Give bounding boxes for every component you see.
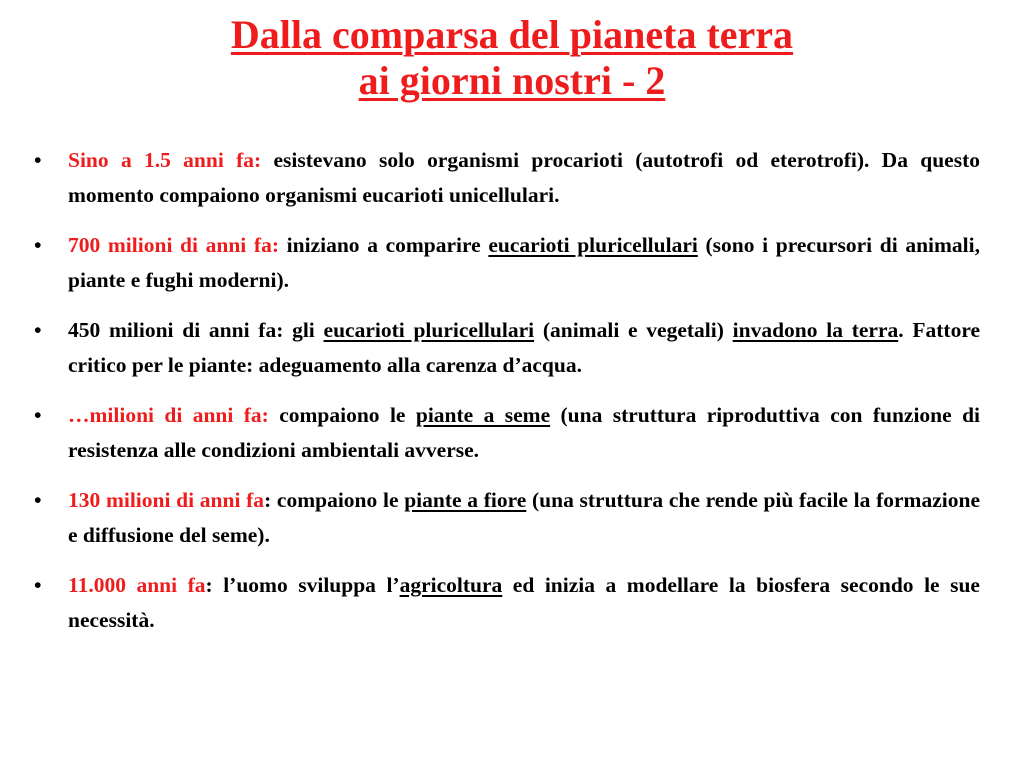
bullet-5-time-label: 130 milioni di anni fa bbox=[68, 488, 265, 512]
bullet-2-underlined-term: eucarioti pluricellulari bbox=[488, 233, 698, 257]
bullet-5-text-a: : compaiono le bbox=[264, 488, 405, 512]
bullet-6-underlined-term: agricoltura bbox=[399, 573, 503, 597]
bullet-4-text-b: (una struttura riproduttiva con funzione di resistenza alle condizioni ambientali avverse. bbox=[68, 403, 981, 462]
bullet-4-underlined-term: piante a seme bbox=[415, 403, 551, 427]
bullet-item-6 bbox=[34, 568, 980, 638]
bullet-1-time-label: Sino a 1.5 anni fa: bbox=[68, 148, 262, 172]
slide-title bbox=[0, 12, 1024, 104]
bullet-item-1 bbox=[34, 143, 980, 213]
bullet-5-text-b: (una struttura che rende più facile la formazione e diffusione del seme). bbox=[68, 488, 980, 547]
bullet-item-4 bbox=[34, 398, 980, 468]
bullet-3-time-label: 450 milioni di anni fa: gli bbox=[68, 318, 324, 342]
bullet-marker: • bbox=[34, 403, 42, 427]
bullet-marker: • bbox=[34, 488, 42, 512]
bullet-item-5 bbox=[34, 483, 980, 553]
slide-title-line-1: Dalla comparsa del pianeta terra bbox=[230, 12, 794, 57]
bullet-5-underlined-term: piante a fiore bbox=[404, 488, 527, 512]
bullet-4-time-label: …milioni di anni fa: bbox=[68, 403, 269, 427]
bullet-marker: • bbox=[34, 573, 42, 597]
bullet-6-text-b: ed inizia a modellare la biosfera secondo le sue necessità. bbox=[68, 573, 980, 632]
bullet-2-text-b: (sono i precursori di animali, piante e fughi moderni). bbox=[68, 233, 980, 292]
bullet-3-underlined-term-a: eucarioti pluricellulari bbox=[323, 318, 535, 342]
bullet-list bbox=[34, 143, 980, 653]
bullet-2-time-label: 700 milioni di anni fa: bbox=[68, 233, 280, 257]
bullet-3-underlined-term-b: invadono la terra bbox=[732, 318, 899, 342]
bullet-3-text-a: (animali e vegetali) bbox=[534, 318, 733, 342]
bullet-marker: • bbox=[34, 233, 42, 257]
bullet-item-3 bbox=[34, 313, 980, 383]
bullet-4-text-a: compaiono le bbox=[268, 403, 416, 427]
bullet-1-text: esistevano solo organismi procarioti (autotrofi od eterotrofi). Da questo momento compaiono organismi eucarioti unicellulari. bbox=[68, 148, 980, 207]
slide-title-line-2: ai giorni nostri - 2 bbox=[358, 58, 666, 103]
bullet-6-text-a: : l’uomo sviluppa l’ bbox=[205, 573, 400, 597]
bullet-marker: • bbox=[34, 148, 42, 172]
bullet-3-text-b: . Fattore critico per le piante: adeguamento alla carenza d’acqua. bbox=[68, 318, 981, 377]
bullet-2-text-a: iniziano a comparire bbox=[279, 233, 489, 257]
bullet-item-2 bbox=[34, 228, 980, 298]
bullet-6-time-label: 11.000 anni fa bbox=[68, 573, 206, 597]
bullet-marker: • bbox=[34, 318, 42, 342]
